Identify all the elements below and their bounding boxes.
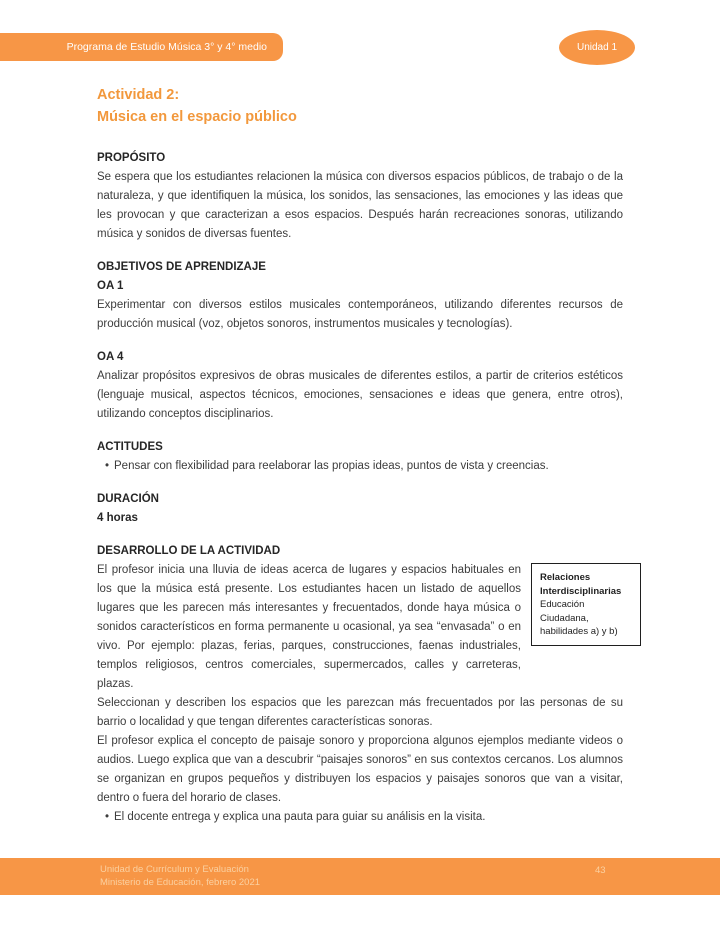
page-number: 43 [595, 865, 606, 876]
proposito-paragraph: Se espera que los estudiantes relacionen la música con diversos espacios públicos, de trabajo o de la naturaleza, y que identifiquen la música, los sonidos, las sensaciones, las emociones y las ideas que les provocan y que caracterizan a esos espacios. Después harán recreaciones sonoras, utilizando música y sonidos de diversas fuentes. [97, 171, 623, 240]
duracion-heading: DURACIÓN [97, 493, 159, 505]
actitudes-bullet-text: Pensar con flexibilidad para reelaborar las propias ideas, puntos de vista y creencias. [114, 460, 549, 472]
activity-title-line2: Música en el espacio público [97, 109, 297, 125]
desarrollo-bullet-item [97, 808, 623, 827]
interdisciplinary-box [531, 563, 641, 646]
section-duracion [97, 490, 623, 528]
interdisciplinary-box-title: Relaciones Interdisciplinarias [540, 572, 622, 597]
program-title: Programa de Estudio Música 3° y 4° medio [66, 41, 267, 53]
section-actitudes [97, 438, 623, 476]
footer-line2: Ministerio de Educación, febrero 2021 [100, 877, 261, 888]
duracion-value: 4 horas [97, 512, 138, 524]
desarrollo-bullet-text: El docente entrega y explica una pauta para guiar su análisis en la visita. [114, 811, 486, 823]
oa4-label: OA 4 [97, 351, 124, 363]
activity-title [97, 84, 623, 128]
footer-text [100, 863, 260, 889]
desarrollo-paragraph-2: Seleccionan y describen los espacios que les parezcan más frecuentados por las personas de su barrio o localidad y que tengan diferentes características sonoras. [97, 697, 623, 728]
oa4-paragraph: Analizar propósitos expresivos de obras musicales de diferentes estilos, a partir de criterios estéticos (lenguaje musical, aspectos técnicos, emociones, sensaciones e ideas que genera, entre otros), utilizando conceptos disciplinarios. [97, 370, 623, 420]
oa1-label: OA 1 [97, 280, 124, 292]
bullet-icon: • [105, 460, 110, 472]
objetivos-heading: OBJETIVOS DE APRENDIZAJE [97, 261, 266, 273]
unit-badge [559, 30, 635, 65]
activity-title-line1: Actividad 2: [97, 87, 180, 103]
section-proposito [97, 149, 623, 244]
desarrollo-heading: DESARROLLO DE LA ACTIVIDAD [97, 545, 281, 557]
desarrollo-paragraph-3: El profesor explica el concepto de paisaje sonoro y proporciona algunos ejemplos mediante videos o audios. Luego explica que van a descubrir “paisajes sonoros” en sus contextos cercanos. Los alumnos se organizan en grupos pequeños y distribuyen los espacios y paisajes sonoros que van a visitar, dentro o fuera del horario de clases. [97, 735, 623, 804]
page-content [97, 84, 623, 827]
unit-badge-label: Unidad 1 [576, 42, 618, 53]
desarrollo-paragraph-1: El profesor inicia una lluvia de ideas acerca de lugares y espacios habituales en los que la música está presente. Los estudiantes hacen un listado de aquellos lugares que les parecen más interesantes y frecuentados, donde haya música o sonidos característicos en forma permanente u ocasional, ya sea “envasada” o en vivo. Por ejemplo: plazas, ferias, parques, construcciones, faenas industriales, templos religiosos, centros comerciales, supermercados, calles y carreteras, plazas. [97, 564, 521, 690]
actitudes-bullet-item [97, 457, 623, 476]
footer-line1: Unidad de Currículum y Evaluación [100, 864, 249, 875]
program-header-pill [0, 33, 283, 61]
proposito-heading: PROPÓSITO [97, 152, 166, 164]
section-desarrollo [97, 542, 623, 827]
bullet-icon: • [105, 811, 110, 823]
section-objetivos [97, 258, 623, 424]
actitudes-heading: ACTITUDES [97, 441, 163, 453]
footer-bar [0, 858, 720, 895]
interdisciplinary-box-body: Educación Ciudadana, habilidades a) y b) [540, 599, 618, 637]
oa1-paragraph: Experimentar con diversos estilos musicales contemporáneos, utilizando diferentes recursos de producción musical (voz, objetos sonoros, instrumentos musicales y tecnologías). [97, 299, 623, 330]
